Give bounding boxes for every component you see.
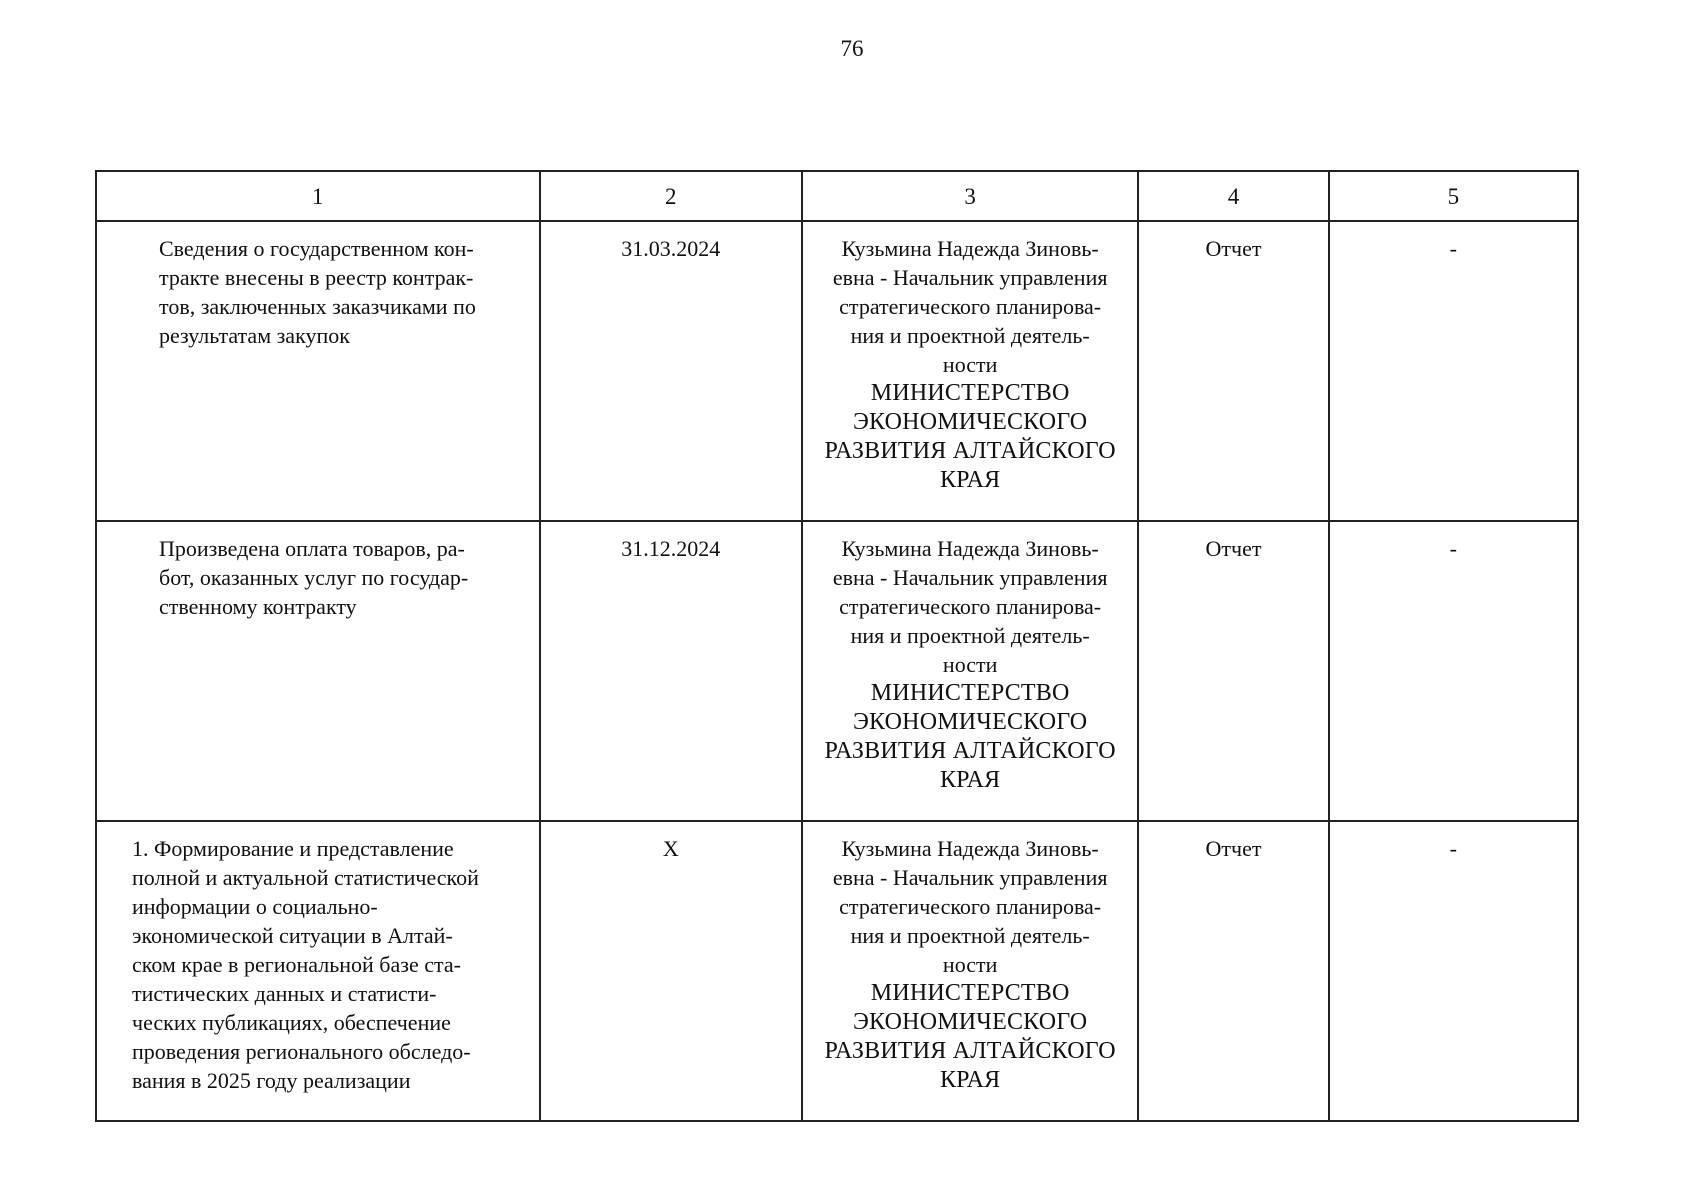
note-cell: - bbox=[1329, 521, 1578, 821]
document-type-cell: Отчет bbox=[1138, 521, 1328, 821]
column-header-3: 3 bbox=[802, 171, 1138, 221]
responsible-organization: МИНИСТЕРСТВО ЭКОНОМИЧЕСКОГО РАЗВИТИЯ АЛТАЙСКОГО КРАЯ bbox=[824, 380, 1116, 493]
responsible-person: Кузьмина Надежда Зиновь- евна - Начальник управления стратегического планирова- ния и проектной деятель- ности bbox=[832, 836, 1108, 977]
column-header-4: 4 bbox=[1138, 171, 1328, 221]
description-cell: Произведена оплата товаров, ра- бот, оказанных услуг по государ- ственному контракту bbox=[96, 521, 540, 821]
date-cell: 31.03.2024 bbox=[540, 221, 802, 521]
document-type-cell: Отчет bbox=[1138, 221, 1328, 521]
table-row bbox=[96, 521, 1578, 821]
column-header-2: 2 bbox=[540, 171, 802, 221]
responsible-organization: МИНИСТЕРСТВО ЭКОНОМИЧЕСКОГО РАЗВИТИЯ АЛТАЙСКОГО КРАЯ bbox=[824, 980, 1116, 1093]
column-header-1: 1 bbox=[96, 171, 540, 221]
description-cell: Сведения о государственном кон- тракте внесены в реестр контрак- тов, заключенных заказчиками по результатам закупок bbox=[96, 221, 540, 521]
note-cell: - bbox=[1329, 821, 1578, 1121]
responsible-cell bbox=[802, 221, 1138, 521]
responsible-person: Кузьмина Надежда Зиновь- евна - Начальник управления стратегического планирова- ния и проектной деятель- ности bbox=[832, 536, 1108, 677]
date-cell: X bbox=[540, 821, 802, 1121]
table-row bbox=[96, 821, 1578, 1121]
column-header-5: 5 bbox=[1329, 171, 1578, 221]
table-row bbox=[96, 221, 1578, 521]
table-header-row bbox=[96, 171, 1578, 221]
responsible-cell bbox=[802, 821, 1138, 1121]
note-cell: - bbox=[1329, 221, 1578, 521]
plan-table bbox=[95, 170, 1579, 1122]
date-cell: 31.12.2024 bbox=[540, 521, 802, 821]
description-cell: 1. Формирование и представление полной и актуальной статистической информации о социально- экономической ситуации в Алтай- ском крае в региональной базе ста- тистических данных и статисти- ческих публикациях, обеспечение проведения регионального обследо- вания в 2025 году реализации bbox=[96, 821, 540, 1121]
responsible-person: Кузьмина Надежда Зиновь- евна - Начальник управления стратегического планирова- ния и проектной деятель- ности bbox=[832, 236, 1108, 377]
page-number: 76 bbox=[840, 36, 864, 61]
responsible-organization: МИНИСТЕРСТВО ЭКОНОМИЧЕСКОГО РАЗВИТИЯ АЛТАЙСКОГО КРАЯ bbox=[824, 680, 1116, 793]
document-type-cell: Отчет bbox=[1138, 821, 1328, 1121]
responsible-cell bbox=[802, 521, 1138, 821]
